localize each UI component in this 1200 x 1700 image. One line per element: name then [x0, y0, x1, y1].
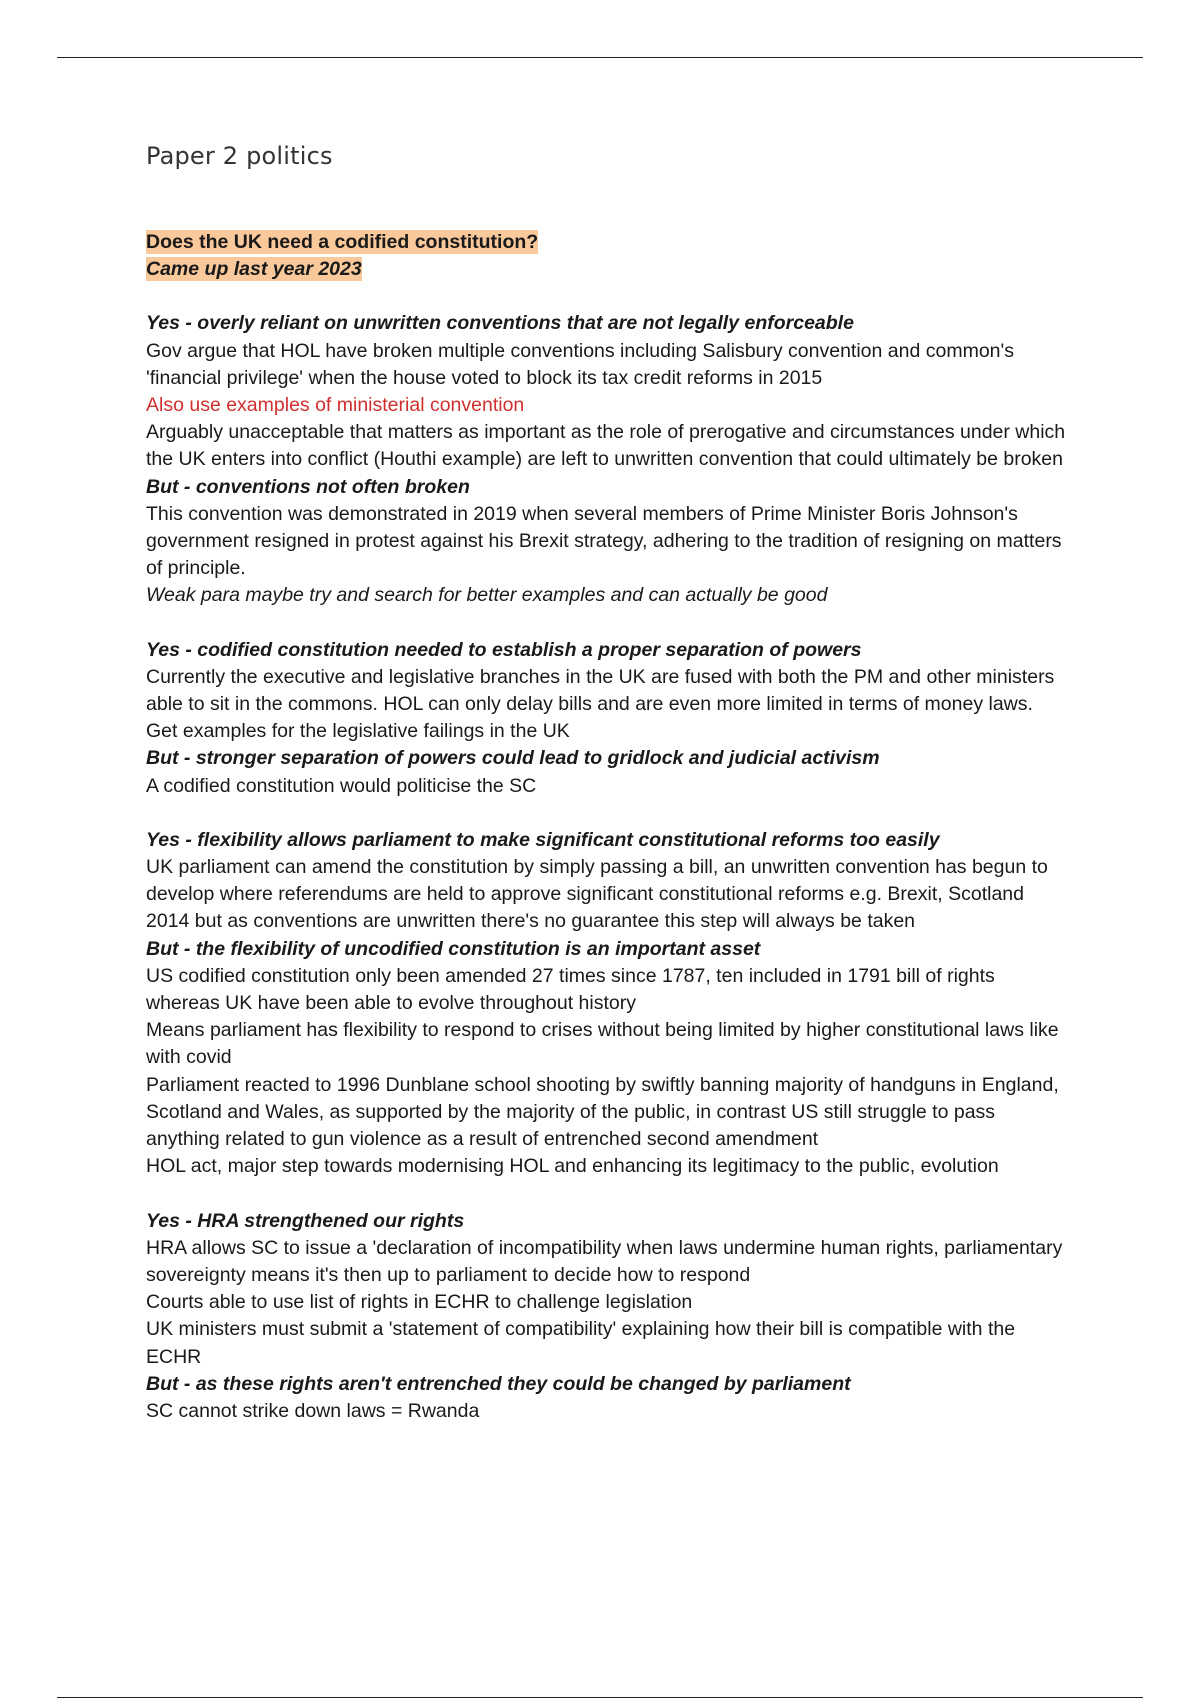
paragraph: HRA allows SC to issue a 'declaration of incompatibility when laws undermine human rights, parliamentary sovereignty means it's then up to parliament to decide how to respond — [146, 1236, 1063, 1286]
argument-section — [146, 1208, 1066, 1426]
document-title: Paper 2 politics — [146, 142, 333, 170]
paragraph: A codified constitution would politicise the SC — [146, 774, 537, 797]
but-heading: But - conventions not often broken — [146, 475, 470, 498]
yes-heading: Yes - flexibility allows parliament to make significant constitutional reforms too easily — [146, 828, 940, 851]
but-heading: But - the flexibility of uncodified constitution is an important asset — [146, 937, 761, 960]
spacer — [146, 283, 1066, 310]
paragraph: Get examples for the legislative failings in the UK — [146, 720, 570, 743]
paragraph: US codified constitution only been amended 27 times since 1787, ten included in 1791 bill of rights whereas UK have been able to evolve throughout history — [146, 964, 995, 1015]
paragraph: SC cannot strike down laws = Rwanda — [146, 1399, 480, 1422]
paragraph: Courts able to use list of rights in ECHR to challenge legislation — [146, 1291, 693, 1314]
paragraph: Means parliament has flexibility to respond to crises without being limited by higher constitutional laws like with covid — [146, 1019, 1059, 1069]
but-heading: But - stronger separation of powers could lead to gridlock and judicial activism — [146, 747, 880, 770]
paragraph: This convention was demonstrated in 2019 when several members of Prime Minister Boris Johnson's government resigned in protest against his Brexit strategy, adhering to the tradition of resigning on matters of principle. — [146, 502, 1062, 580]
yes-heading: Yes - codified constitution needed to establish a proper separation of powers — [146, 638, 862, 661]
paragraph-red-note: Also use examples of ministerial convention — [146, 394, 525, 417]
header-rule — [57, 57, 1143, 58]
paragraph: Parliament reacted to 1996 Dunblane school shooting by swiftly banning majority of handguns in England, Scotland and Wales, as supported by the majority of the public, in contrast US still struggle to pass anything related to gun violence as a result of entrenched second amendment — [146, 1073, 1059, 1151]
paragraph-italic-note: Weak para maybe try and search for better examples and can actually be good — [146, 584, 828, 607]
paragraph: UK parliament can amend the constitution by simply passing a bill, an unwritten convention has begun to develop where referendums are held to approve significant constitutional reforms e.g. Brexit, Scotland 2014 but as conventions are unwritten there's no guarantee this step will always be taken — [146, 856, 1048, 933]
spacer — [146, 1181, 1066, 1208]
paragraph: Gov argue that HOL have broken multiple conventions including Salisbury convention and common's 'financial privilege' when the house voted to block its tax credit reforms in 2015 — [146, 339, 1014, 389]
paragraph: Currently the executive and legislative branches in the UK are fused with both the PM and other ministers able to sit in the commons. HOL can only delay bills and are even more limited in terms of money laws. — [146, 665, 1055, 716]
yes-heading: Yes - overly reliant on unwritten conventions that are not legally enforceable — [146, 312, 854, 335]
question-note: Came up last year 2023 — [146, 258, 362, 281]
argument-section — [146, 637, 1066, 800]
paragraph: Arguably unacceptable that matters as important as the role of prerogative and circumstances under which the UK enters into conflict (Houthi example) are left to unwritten convention that could ultimately be broken — [146, 421, 1066, 471]
footer-rule — [57, 1697, 1143, 1698]
document-body — [146, 229, 1066, 1425]
paragraph: HOL act, major step towards modernising HOL and enhancing its legitimacy to the public, evolution — [146, 1155, 999, 1178]
yes-heading: Yes - HRA strengthened our rights — [146, 1209, 465, 1232]
question-heading: Does the UK need a codified constitution? — [146, 231, 539, 253]
spacer — [146, 800, 1066, 827]
paragraph: UK ministers must submit a 'statement of compatibility' explaining how their bill is compatible with the ECHR — [146, 1318, 1016, 1368]
argument-section — [146, 310, 1066, 609]
argument-section — [146, 827, 1066, 1181]
spacer — [146, 610, 1066, 637]
but-heading: But - as these rights aren't entrenched they could be changed by parliament — [146, 1372, 851, 1395]
